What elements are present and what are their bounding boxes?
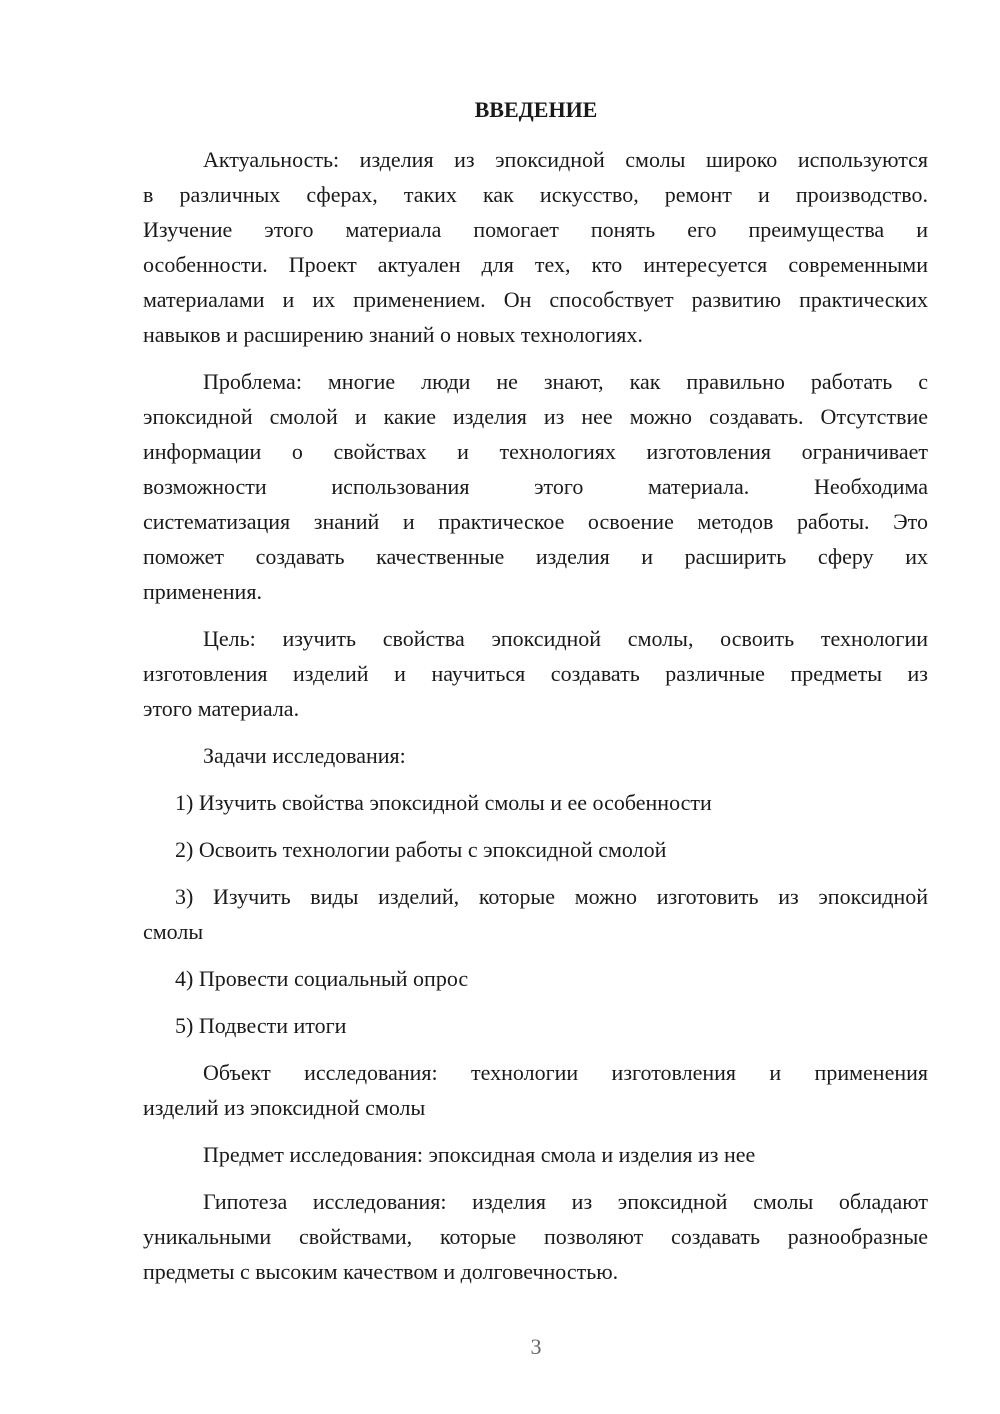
text-line: Задачи исследования:: [203, 743, 406, 768]
text-line: применения.: [143, 579, 262, 604]
text-line: смолы: [143, 919, 204, 944]
text-line: 5) Подвести итоги: [175, 1013, 347, 1038]
paragraph: [143, 621, 928, 726]
text-line: Цель: изучить свойства эпоксидной смолы, освоить технологии: [203, 626, 928, 651]
text-line: 2) Освоить технологии работы с эпоксидной смолой: [175, 837, 667, 862]
text-line: возможности использования этого материала. Необходима: [143, 474, 928, 499]
text-line: 3) Изучить виды изделий, которые можно изготовить из эпоксидной: [175, 884, 928, 909]
text-line: эпоксидной смолой и какие изделия из нее можно создавать. Отсутствие: [143, 404, 928, 429]
text-line: Проблема: многие люди не знают, как правильно работать с: [203, 369, 928, 394]
page-number: 3: [530, 1334, 542, 1359]
text-line: изготовления изделий и научиться создавать различные предметы из: [143, 661, 928, 686]
text-line: материалами и их применением. Он способствует развитию практических: [143, 287, 928, 312]
paragraph: [143, 1137, 928, 1172]
task-list-item: [143, 1008, 928, 1043]
text-line: 4) Провести социальный опрос: [175, 966, 469, 991]
text-line: Изучение этого материала помогает понять его преимущества и: [143, 217, 928, 242]
text-line: особенности. Проект актуален для тех, кто интересуется современными: [143, 252, 928, 277]
task-list-item: [143, 785, 928, 820]
text-line: Актуальность: изделия из эпоксидной смолы широко используются: [203, 147, 928, 172]
text-line: уникальными свойствами, которые позволяют создавать разнообразные: [143, 1224, 928, 1249]
document-body: [143, 142, 928, 1301]
text-line: информации о свойствах и технологиях изготовления ограничивает: [143, 439, 928, 464]
text-line: Гипотеза исследования: изделия из эпоксидной смолы обладают: [203, 1189, 928, 1214]
task-list-item: [143, 961, 928, 996]
text-line: этого материала.: [143, 696, 300, 721]
paragraph: [143, 738, 928, 773]
text-line: Предмет исследования: эпоксидная смола и изделия из нее: [203, 1142, 756, 1167]
text-line: в различных сферах, таких как искусство, ремонт и производство.: [143, 182, 928, 207]
paragraph: [143, 1055, 928, 1125]
text-line: 1) Изучить свойства эпоксидной смолы и ее особенности: [175, 790, 712, 815]
task-list-item: [143, 832, 928, 867]
paragraph: [143, 142, 928, 352]
text-line: Объект исследования: технологии изготовления и применения: [203, 1060, 928, 1085]
text-line: поможет создавать качественные изделия и расширить сферу их: [143, 544, 928, 569]
text-line: предметы с высоким качеством и долговечностью.: [143, 1259, 619, 1284]
text-line: изделий из эпоксидной смолы: [143, 1095, 426, 1120]
paragraph: [143, 364, 928, 609]
task-list-item: [143, 879, 928, 949]
text-line: навыков и расширению знаний о новых технологиях.: [143, 322, 643, 347]
text-line: систематизация знаний и практическое освоение методов работы. Это: [143, 509, 928, 534]
paragraph: [143, 1184, 928, 1289]
section-title: ВВЕДЕНИЕ: [474, 97, 598, 122]
